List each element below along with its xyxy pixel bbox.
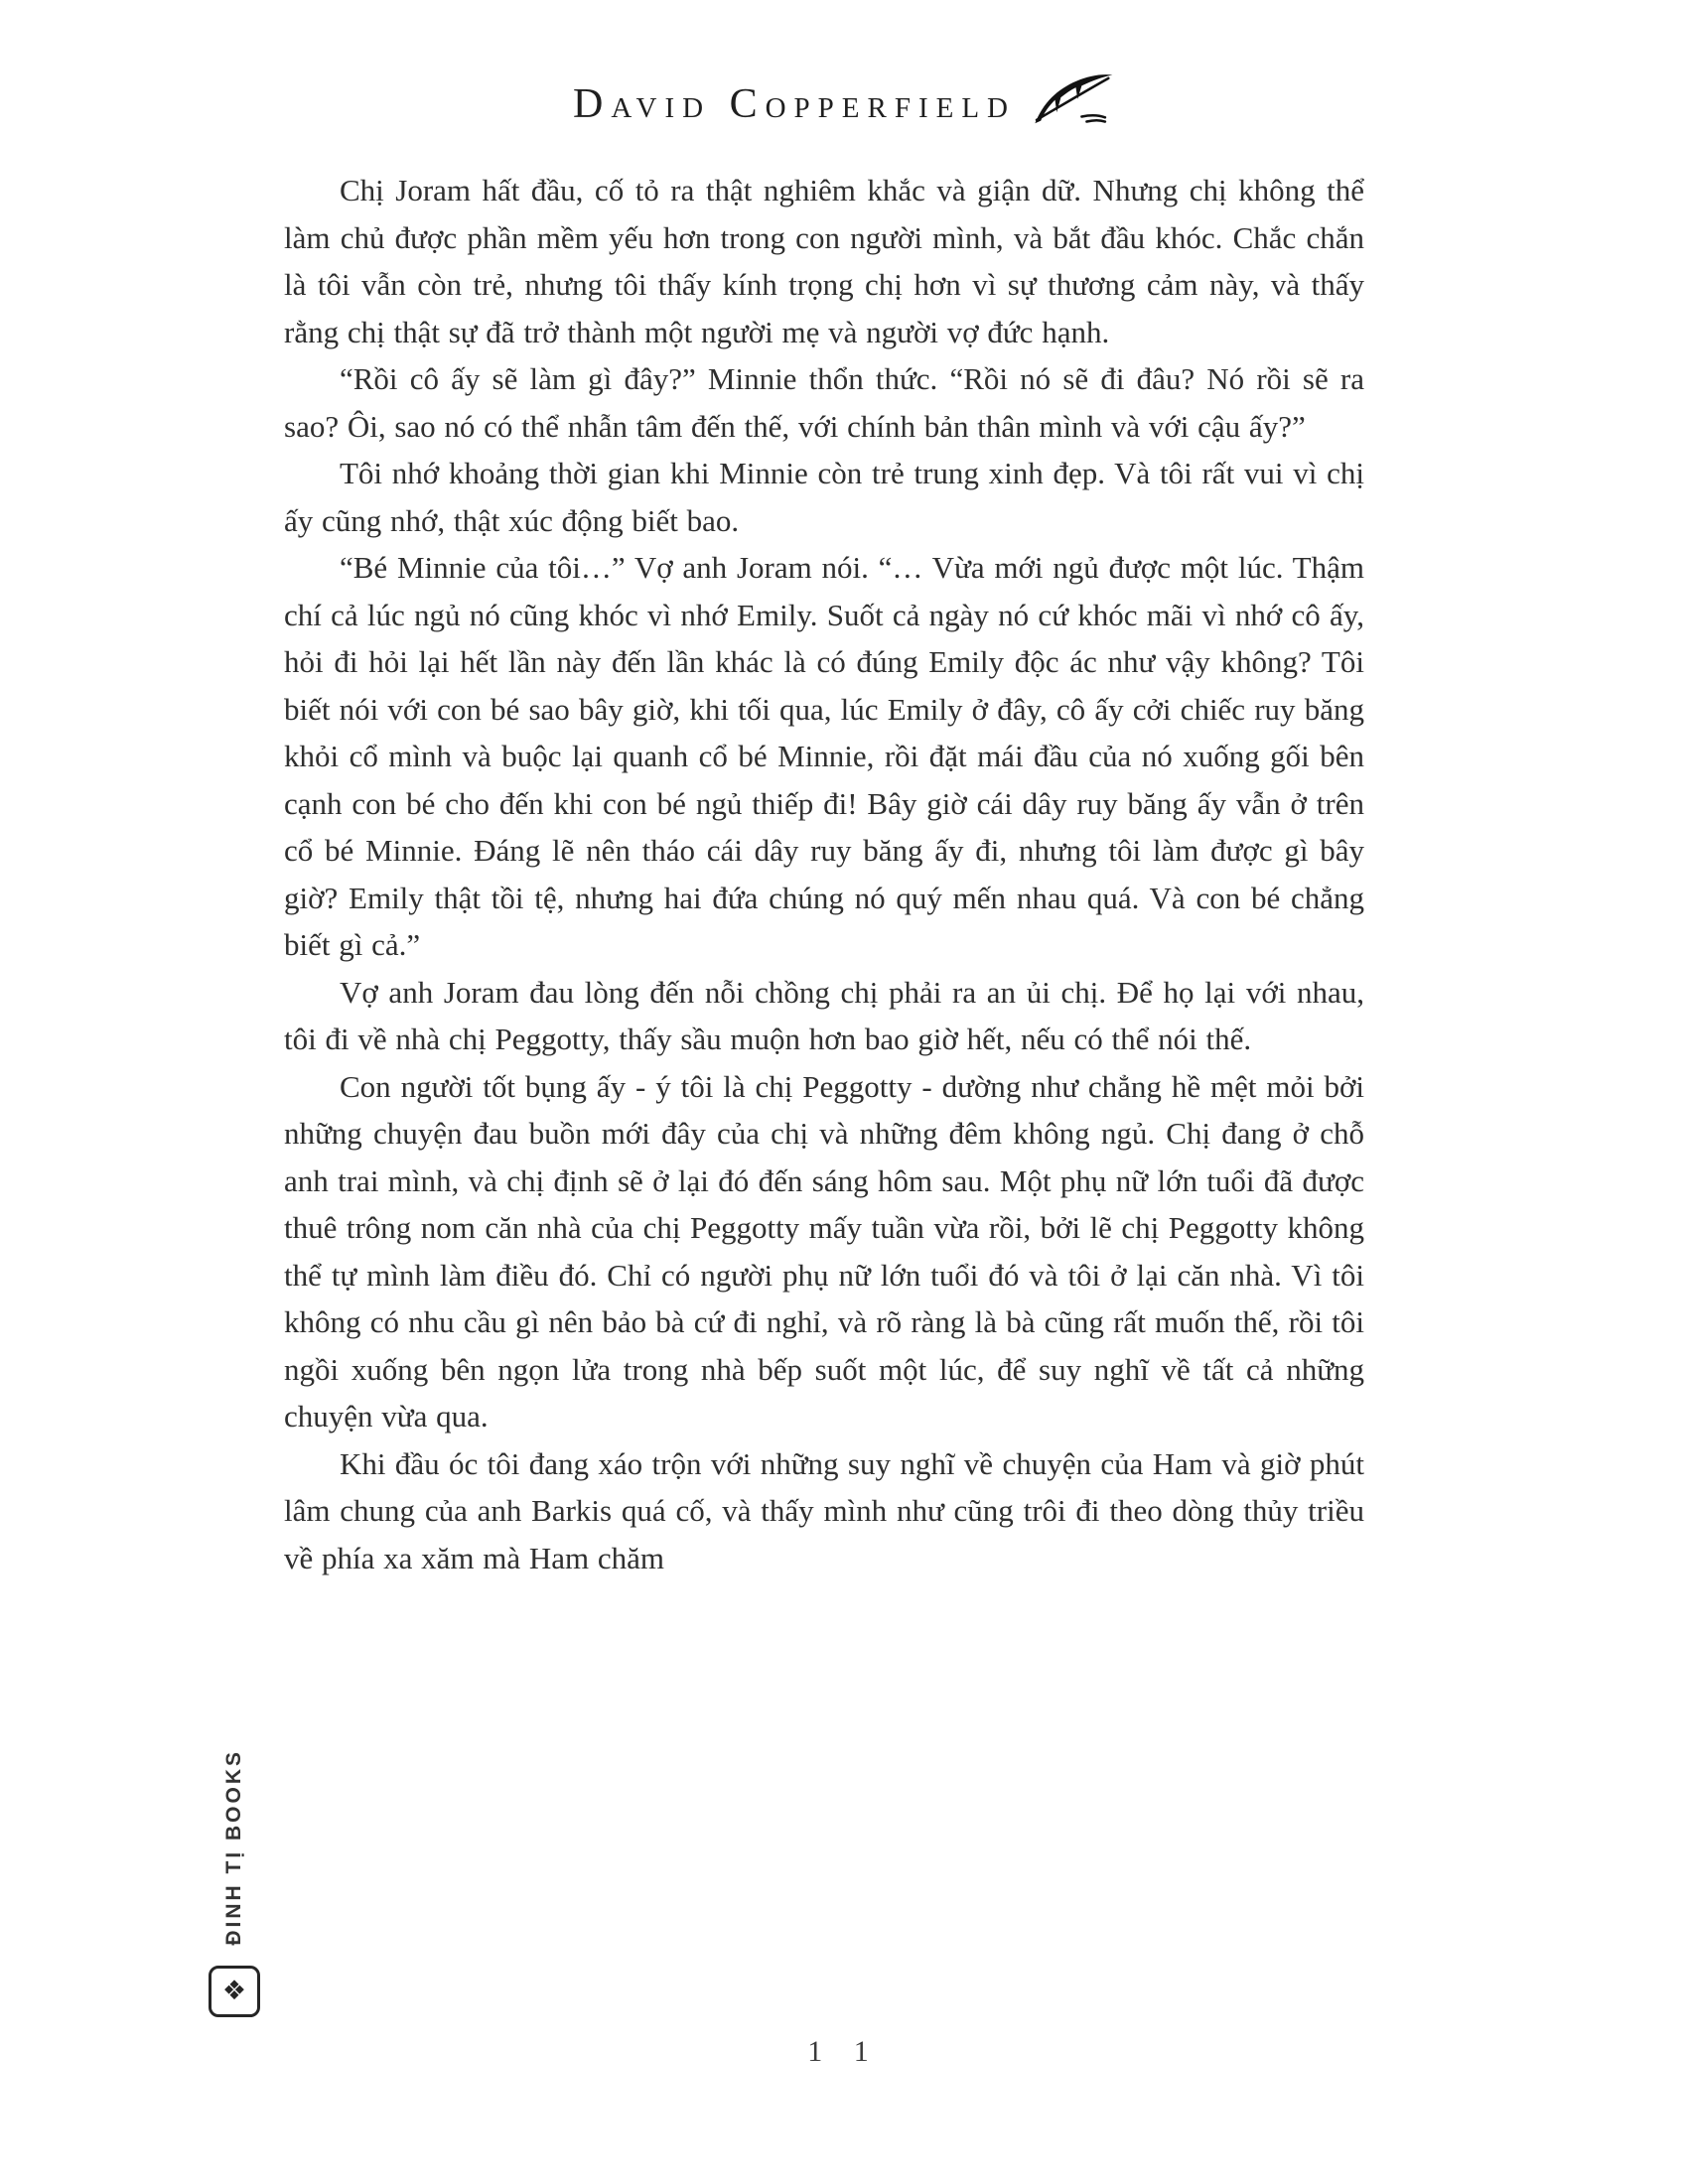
body-paragraph: Khi đầu óc tôi đang xáo trộn với những suy nghĩ về chuyện của Ham và giờ phút lâm chung của anh Barkis quá cố, và thấy mình như cũng trôi đi theo dòng thủy triều về phía xa xăm mà Ham chăm bbox=[284, 1445, 1364, 1575]
body-paragraph: Vợ anh Joram đau lòng đến nỗi chồng chị phải ra an ủi chị. Để họ lại với nhau, tôi đi về nhà chị Peggotty, thấy sầu muộn hơn bao giờ hết, nếu có thể nói thế. bbox=[284, 974, 1364, 1056]
book-title: David Copperfield bbox=[572, 80, 1016, 127]
publisher-name: ĐINH TỊ BOOKS bbox=[222, 1749, 245, 1946]
publisher-spine bbox=[205, 1749, 264, 2017]
page-number: 1 1 bbox=[807, 2035, 881, 2068]
body-text bbox=[284, 167, 1364, 1581]
body-paragraph: “Rồi cô ấy sẽ làm gì đây?” Minnie thổn thức. “Rồi nó sẽ đi đâu? Nó rồi sẽ ra sao? Ôi, sao nó có thể nhẫn tâm đến thế, với chính bản thân mình và với cậu ấy?” bbox=[284, 361, 1364, 444]
body-paragraph: Chị Joram hất đầu, cố tỏ ra thật nghiêm khắc và giận dữ. Nhưng chị không thể làm chủ được phần mềm yếu hơn trong con người mình, và bắt đầu khóc. Chắc chắn là tôi vẫn còn trẻ, nhưng tôi thấy kính trọng chị hơn vì sự thương cảm này, và thấy rằng chị thật sự đã trở thành một người mẹ và người vợ đức hạnh. bbox=[284, 173, 1364, 349]
quill-icon bbox=[1032, 77, 1115, 130]
publisher-logo-icon: ❖ bbox=[209, 1966, 260, 2017]
body-paragraph: “Bé Minnie của tôi…” Vợ anh Joram nói. “… Vừa mới ngủ được một lúc. Thậm chí cả lúc ngủ nó cũng khóc vì nhớ Emily. Suốt cả ngày nó cứ khóc mãi vì nhớ cô ấy, hỏi đi hỏi lại hết lần này đến lần khác là có đúng Emily độc ác như vậy không? Tôi biết nói với con bé sao bây giờ, khi tối qua, lúc Emily ở đây, cô ấy cởi chiếc ruy băng khỏi cổ mình và buộc lại quanh cổ bé Minnie, rồi đặt mái đầu của nó xuống gối bên cạnh con bé cho đến khi con bé ngủ thiếp đi! Bây giờ cái dây ruy băng ấy vẫn ở trên cổ bé Minnie. Đáng lẽ nên tháo cái dây ruy băng ấy đi, nhưng tôi làm được gì bây giờ? Emily thật tồi tệ, nhưng hai đứa chúng nó quý mến nhau quá. Và con bé chẳng biết gì cả.” bbox=[284, 550, 1364, 962]
body-paragraph: Con người tốt bụng ấy - ý tôi là chị Peggotty - dường như chẳng hề mệt mỏi bởi những chuyện đau buồn mới đây của chị và những đêm không ngủ. Chị đang ở chỗ anh trai mình, và chị định sẽ ở lại đó đến sáng hôm sau. Một phụ nữ lớn tuổi đã được thuê trông nom căn nhà của chị Peggotty mấy tuần vừa rồi, bởi lẽ chị Peggotty không thể tự mình làm điều đó. Chỉ có người phụ nữ lớn tuổi đó và tôi ở lại căn nhà. Vì tôi không có nhu cầu gì nên bảo bà cứ đi nghỉ, và rõ ràng là bà cũng rất muốn thế, rồi tôi ngồi xuống bên ngọn lửa trong nhà bếp suốt một lúc, để suy nghĩ về tất cả những chuyện vừa qua. bbox=[284, 1068, 1364, 1433]
page-header bbox=[0, 77, 1688, 130]
body-paragraph: Tôi nhớ khoảng thời gian khi Minnie còn trẻ trung xinh đẹp. Và tôi rất vui vì chị ấy cũng nhớ, thật xúc động biết bao. bbox=[284, 456, 1364, 538]
